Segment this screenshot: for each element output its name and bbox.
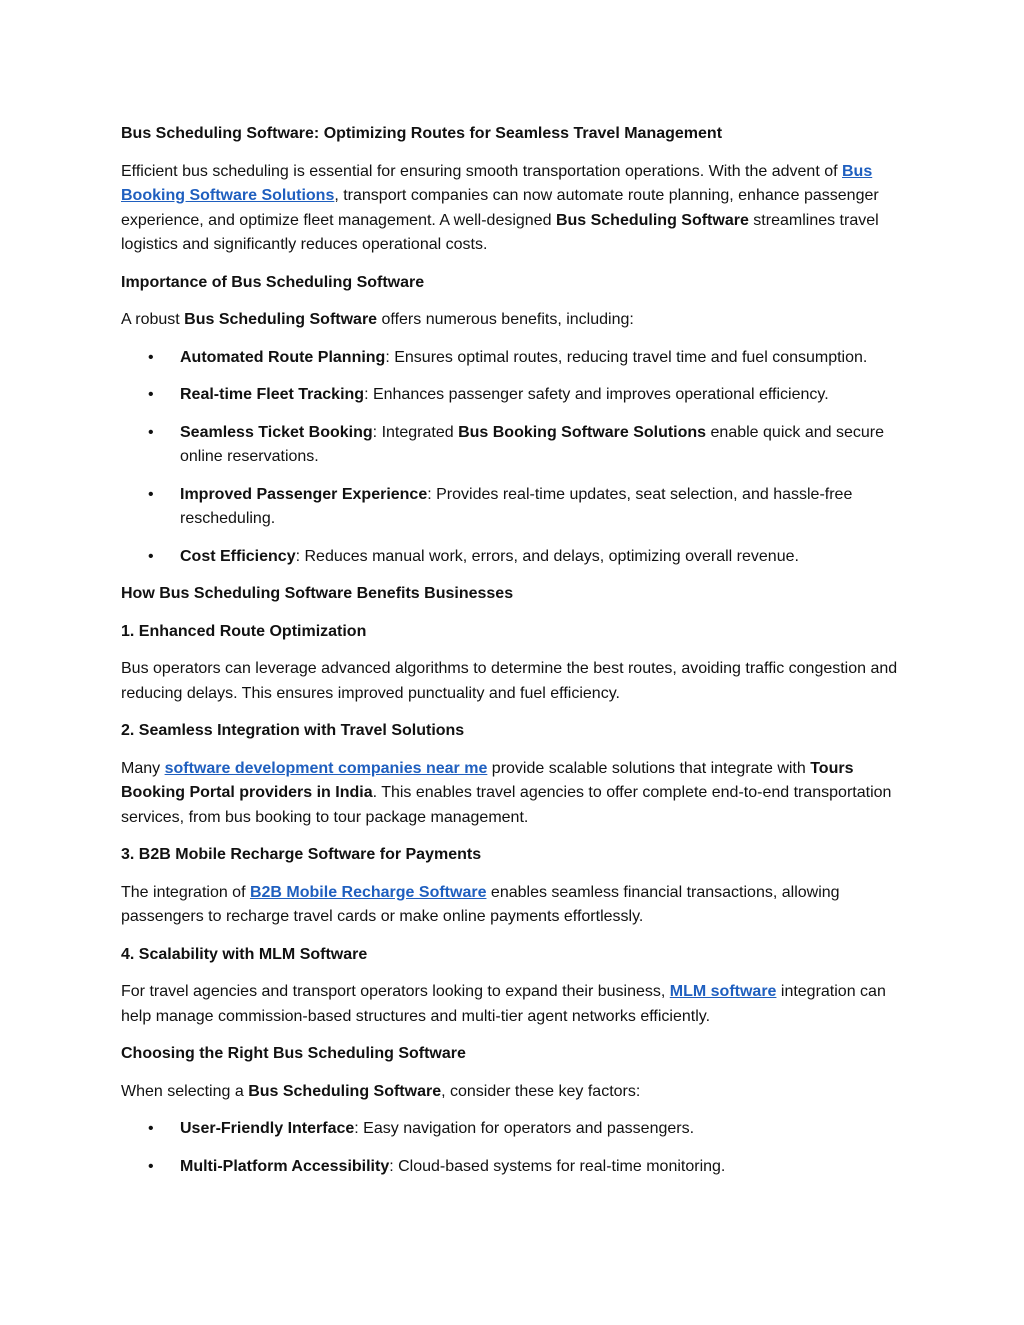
section-4-post: integration can help manage commission-based structures and multi-tier agent networks efficiently. — [121, 983, 886, 1025]
list-item — [121, 383, 911, 408]
intro-text-2: , transport companies can now automate route planning, enhance passenger experience, and optimize fleet management. A well-designed — [121, 187, 879, 229]
intro-text-1: Efficient bus scheduling is essential for ensuring smooth transportation operations. With the advent of — [121, 162, 842, 180]
list-item-text: : Integrated — [372, 423, 459, 441]
section-4-body — [121, 980, 911, 1029]
list-item-label: User-Friendly Interface — [180, 1120, 355, 1137]
list-item-label: Automated Route Planning — [180, 348, 386, 366]
section-2-bold: Tours Booking Portal providers in India — [121, 759, 854, 801]
choosing-lead-bold: Bus Scheduling Software — [248, 1082, 442, 1100]
choosing-lead — [121, 1080, 911, 1105]
section-1-body: Bus operators can leverage advanced algorithms to determine the best routes, avoiding traffic congestion and reducing delays. This ensures improved punctuality and fuel efficiency. — [121, 660, 898, 702]
importance-heading: Importance of Bus Scheduling Software — [121, 273, 425, 291]
list-item — [121, 483, 911, 532]
choosing-heading: Choosing the Right Bus Scheduling Software — [121, 1045, 466, 1062]
intro-bold-1: Bus Scheduling Software — [555, 211, 749, 229]
list-item-text: : Ensures optimal routes, reducing travel time and fuel consumption. — [385, 348, 868, 366]
list-item-text: : Reduces manual work, errors, and delays, optimizing overall revenue. — [295, 547, 799, 565]
list-item-label: Seamless Ticket Booking — [180, 423, 373, 441]
list-item-text: : Easy navigation for operators and passengers. — [354, 1120, 695, 1137]
importance-list — [121, 346, 911, 570]
page-title: Bus Scheduling Software: Optimizing Routes for Seamless Travel Management — [121, 125, 723, 142]
importance-lead-post: offers numerous benefits, including: — [377, 311, 634, 328]
b2b-mobile-recharge-link[interactable]: B2B Mobile Recharge Software — [249, 883, 487, 901]
list-item — [121, 1155, 911, 1180]
section-3-post: enables seamless financial transactions, allowing passengers to recharge travel cards or make online payments effortlessly. — [121, 883, 840, 925]
software-development-companies-link[interactable]: software development companies near me — [164, 759, 488, 777]
list-item-bold: Bus Booking Software Solutions — [458, 423, 707, 441]
section-2-mid: provide scalable solutions that integrate with — [487, 759, 811, 777]
list-item — [121, 545, 911, 570]
list-item-text: : Enhances passenger safety and improves operational efficiency. — [364, 386, 829, 403]
section-2-heading: 2. Seamless Integration with Travel Solutions — [121, 722, 465, 739]
bus-booking-software-link[interactable]: Bus Booking Software Solutions — [121, 162, 873, 204]
section-3-body — [121, 881, 911, 930]
list-item-label: Real-time Fleet Tracking — [180, 386, 365, 403]
section-2-post: . This enables travel agencies to offer complete end-to-end transportation services, from bus booking to tour package management. — [121, 784, 892, 826]
list-item-text: : Cloud-based systems for real-time monitoring. — [389, 1157, 726, 1175]
section-4-heading: 4. Scalability with MLM Software — [121, 945, 368, 963]
intro-text-3: streamlines travel logistics and significantly reduces operational costs. — [121, 211, 879, 253]
section-4-pre: For travel agencies and transport operators looking to expand their business, — [121, 983, 670, 1000]
document-body — [121, 122, 911, 1192]
section-2-pre: Many — [121, 759, 165, 777]
benefits-heading: How Bus Scheduling Software Benefits Businesses — [121, 585, 514, 602]
list-item-text: enable quick and secure online reservations. — [180, 423, 884, 465]
importance-lead — [121, 308, 911, 333]
section-2-body — [121, 757, 911, 831]
list-item-text: : Provides real-time updates, seat selection, and hassle-free rescheduling. — [180, 485, 853, 527]
list-item-label: Cost Efficiency — [180, 547, 296, 565]
list-item-label: Improved Passenger Experience — [180, 485, 428, 503]
section-3-heading: 3. B2B Mobile Recharge Software for Payments — [121, 846, 482, 863]
list-item — [121, 1117, 911, 1142]
choosing-lead-post: , consider these key factors: — [441, 1082, 641, 1100]
mlm-software-link[interactable]: MLM software — [669, 983, 777, 1000]
choosing-lead-pre: When selecting a — [121, 1082, 249, 1100]
intro-paragraph — [121, 160, 911, 258]
section-1-heading: 1. Enhanced Route Optimization — [121, 622, 367, 640]
section-3-pre: The integration of — [121, 883, 250, 901]
list-item-label: Multi-Platform Accessibility — [180, 1157, 390, 1175]
list-item — [121, 421, 911, 470]
list-item — [121, 346, 911, 371]
choosing-list — [121, 1117, 911, 1179]
importance-lead-bold: Bus Scheduling Software — [184, 311, 378, 328]
importance-lead-pre: A robust — [121, 311, 185, 328]
